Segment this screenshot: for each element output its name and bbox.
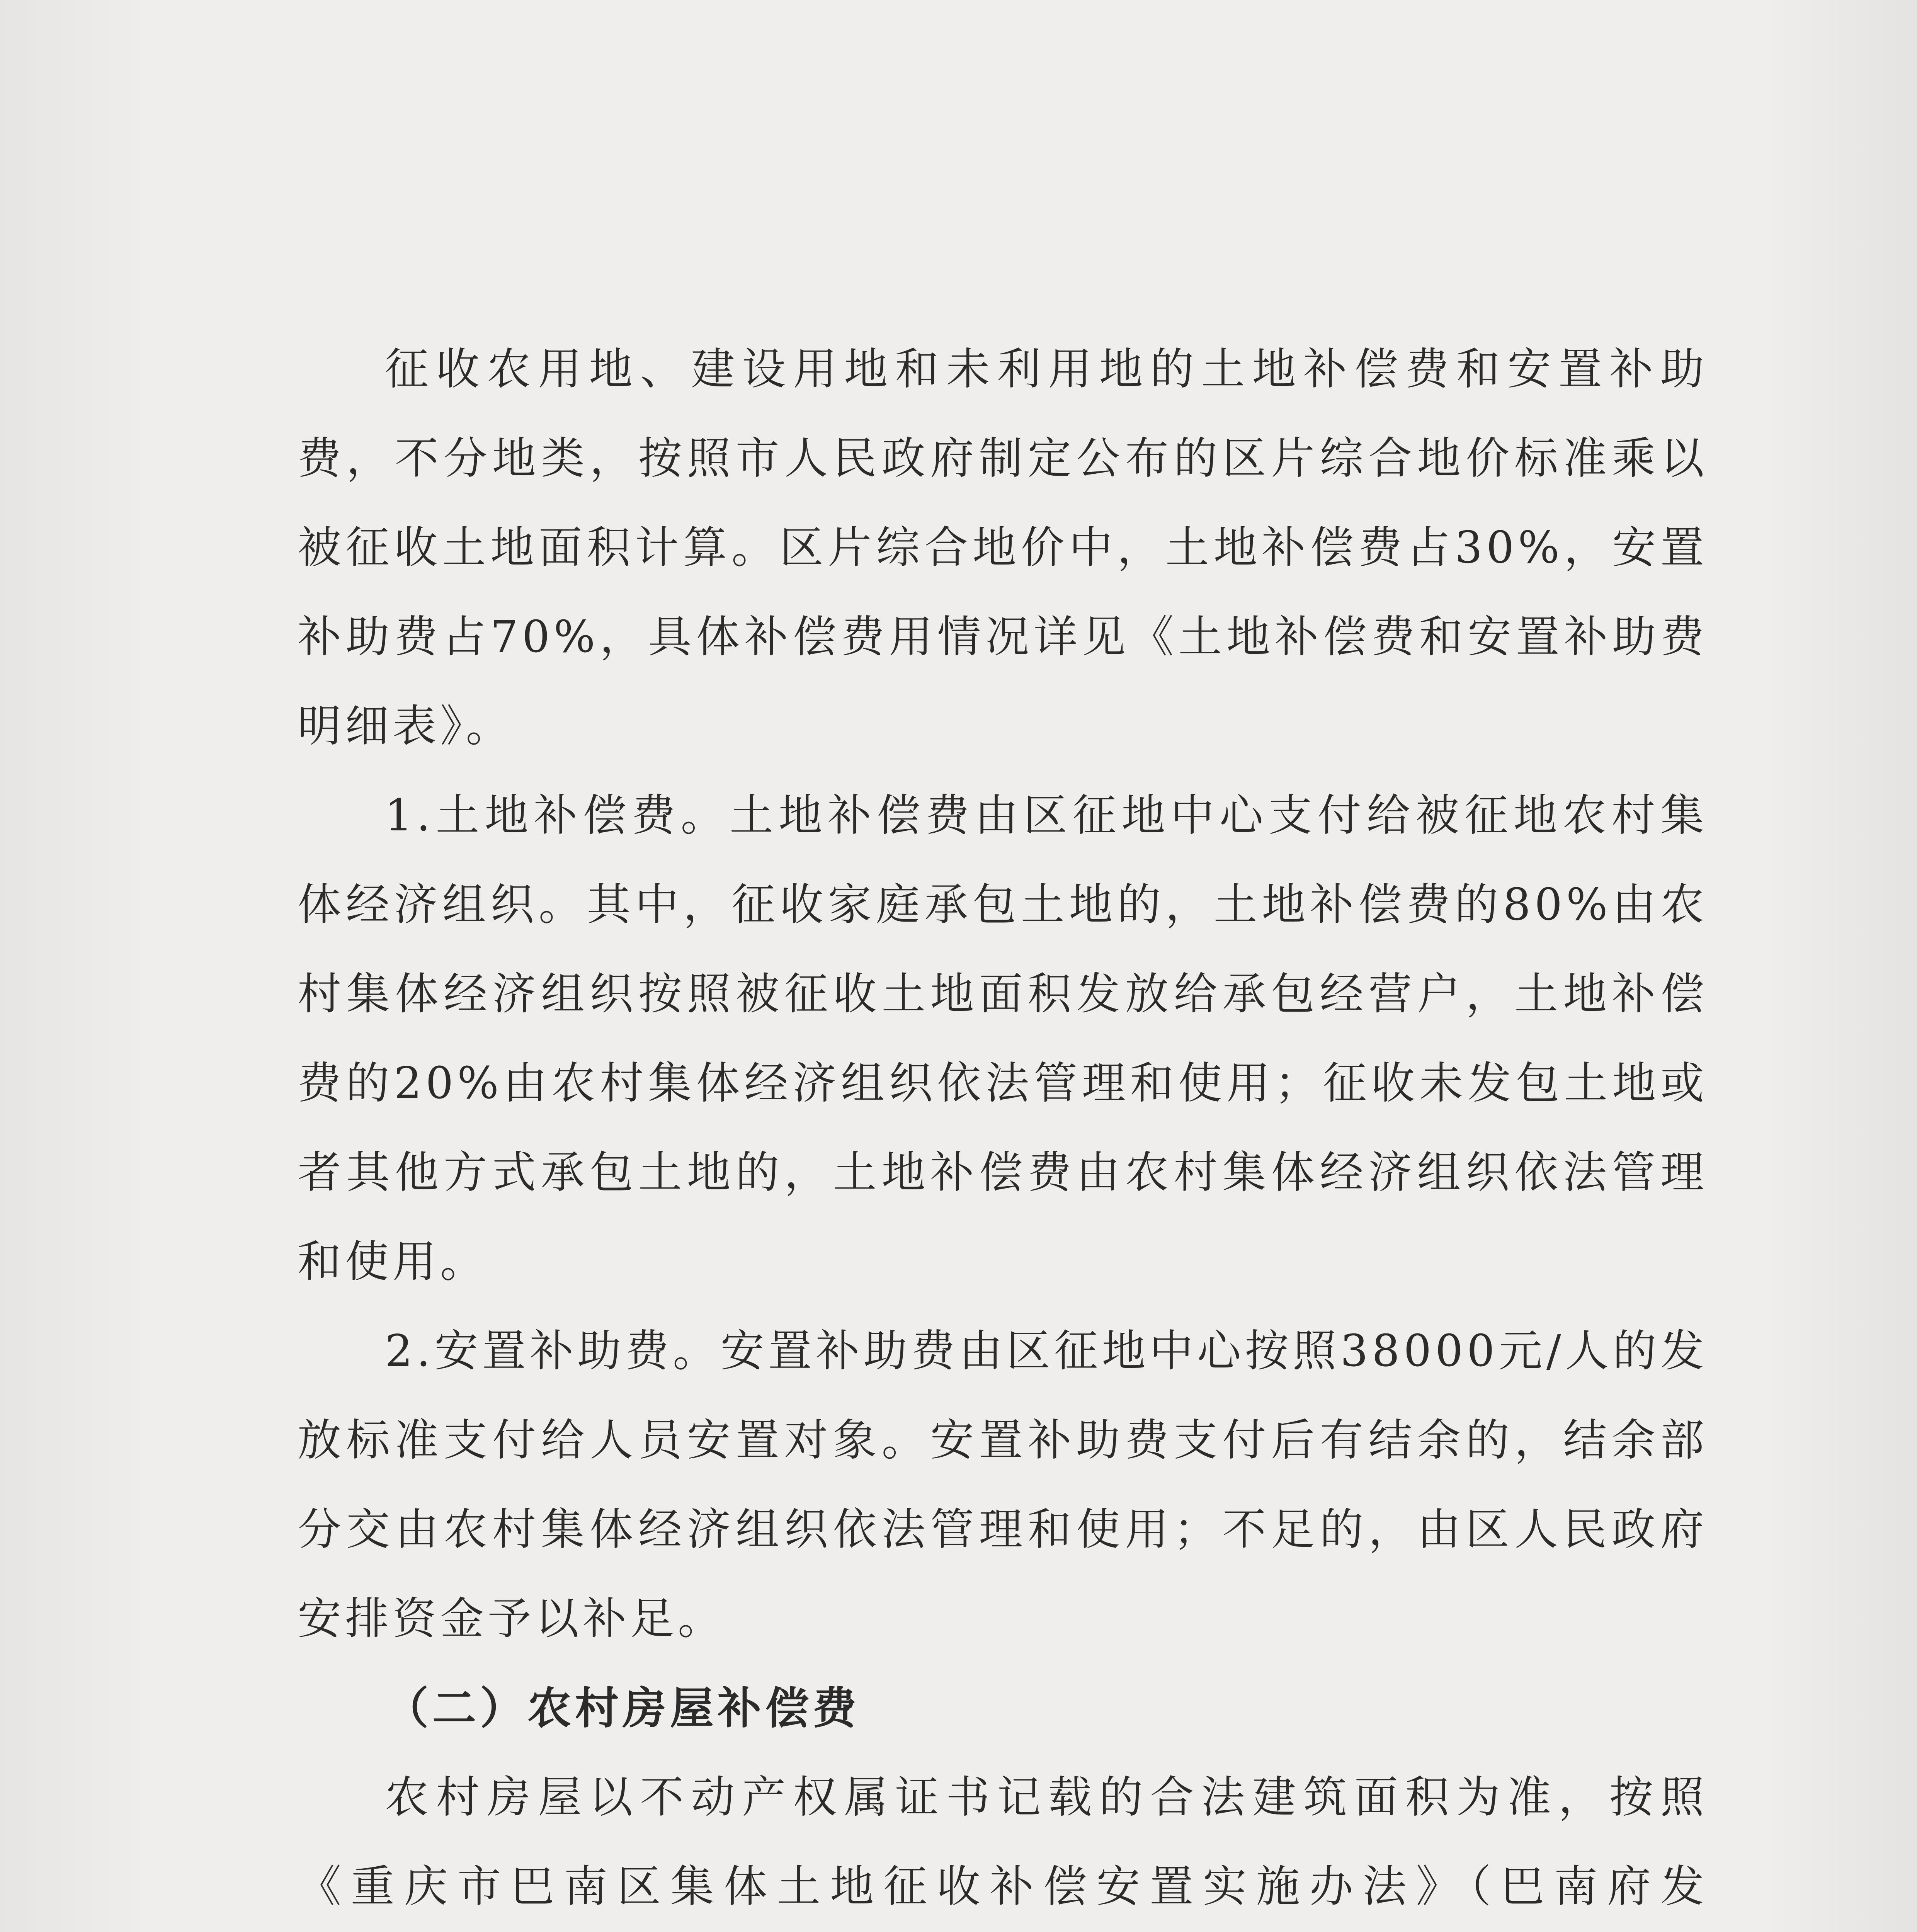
paragraph-resettlement-subsidy: 2.安置补助费。安置补助费由区征地中心按照38000元/人的发放标准支付给人员安置对象。安置补助费支付后有结余的，结余部分交由农村集体经济组织依法管理和使用；不足的，由区人民政府安排资金予以补足。 — [298, 1325, 1708, 1644]
paragraph-land-compensation: 1.土地补偿费。土地补偿费由区征地中心支付给被征地农村集体经济组织。其中，征收家庭承包土地的，土地补偿费的80%由农村集体经济组织按照被征收土地面积发放给承包经营户，土地补偿费的20%由农村集体经济组织依法管理和使用；征收未发包土地或者其他方式承包土地的，土地补偿费由农村集体经济组织依法管理和使用。 — [298, 790, 1708, 1287]
body-text — [298, 325, 1708, 1932]
section-heading-rural-housing: （二）农村房屋补偿费 — [385, 1682, 860, 1734]
paragraph-rural-housing-certified: 农村房屋以不动产权属证书记载的合法建筑面积为准，按照《重庆市巴南区集体土地征收补偿安置实施办法》（巴南府发 — [298, 1772, 1708, 1912]
paragraph-land-fees-intro: 征收农用地、建设用地和未利用地的土地补偿费和安置补助费，不分地类，按照市人民政府制定公布的区片综合地价标准乘以被征收土地面积计算。区片综合地价中，土地补偿费占30%，安置补助费占70%，具体补偿费用情况详见《土地补偿费和安置补助费明细表》。 — [298, 344, 1708, 752]
